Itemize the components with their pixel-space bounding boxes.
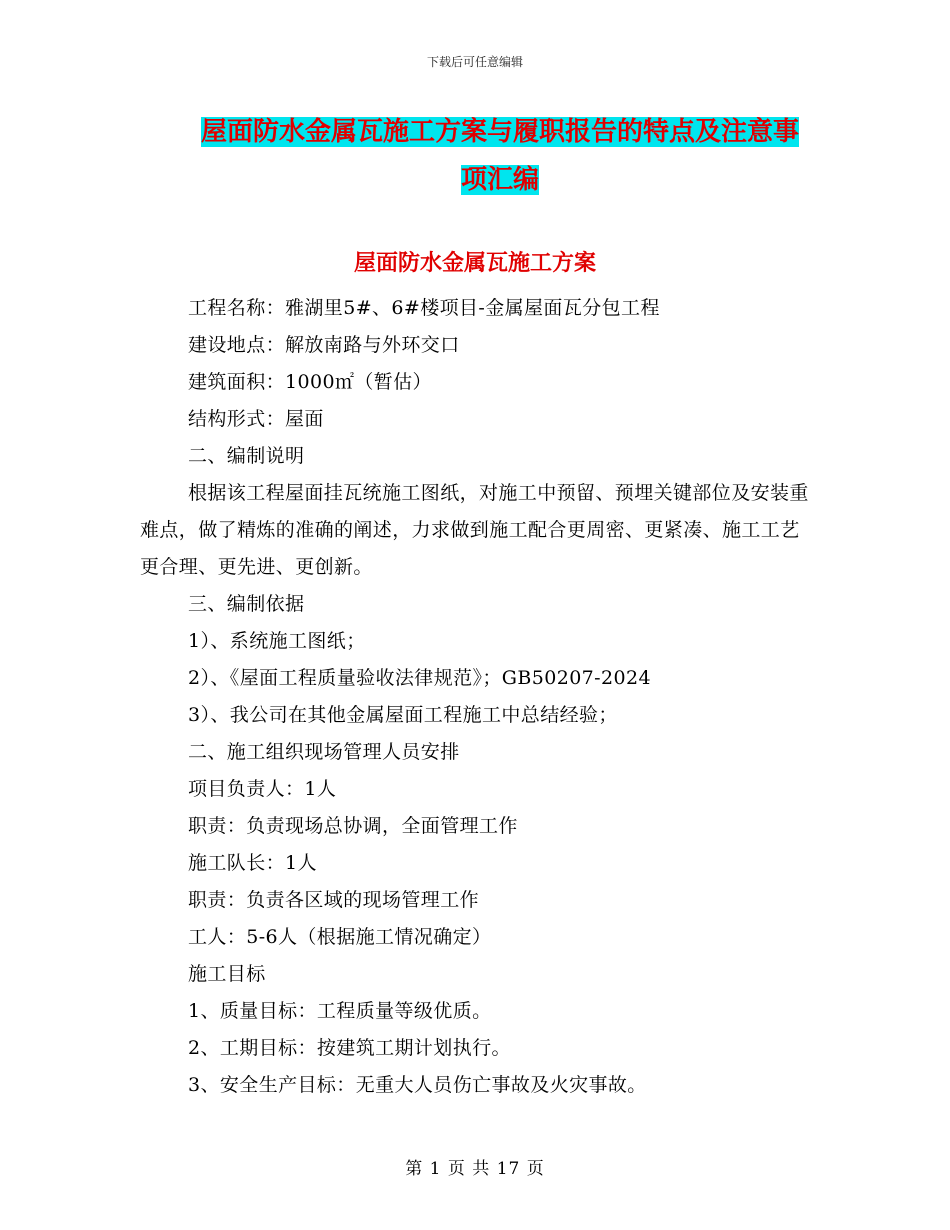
paragraph: 职责：负责各区域的现场管理工作 — [188, 889, 480, 911]
paragraph: 3、安全生产目标：无重大人员伤亡事故及火灾事故。 — [188, 1074, 647, 1096]
paragraph: 1、质量目标：工程质量等级优质。 — [188, 1000, 492, 1022]
paragraph: 工人：5-6人（根据施工情况确定） — [188, 926, 492, 948]
paragraph: 3）、我公司在其他金属屋面工程施工中总结经验； — [188, 704, 618, 726]
document-title-line-1: 屋面防水金属瓦施工方案与履职报告的特点及注意事 — [200, 117, 799, 147]
paragraph: 职责：负责现场总协调，全面管理工作 — [188, 815, 518, 837]
paragraph: 2）、《屋面工程质量验收法律规范》；GB50207-2024 — [188, 667, 651, 689]
document-body — [140, 290, 812, 1104]
paragraph: 施工目标 — [188, 963, 266, 985]
paragraph: 工程名称：雅湖里5#、6#楼项目-金属屋面瓦分包工程 — [188, 297, 660, 319]
paragraph: 根据该工程屋面挂瓦统施工图纸，对施工中预留、预埋关键部位及安装重难点，做了精炼的准确的阐述，力求做到施工配合更周密、更紧凑、施工工艺更合理、更先进、更创新。 — [140, 482, 809, 578]
paragraph: 三、编制依据 — [188, 593, 305, 615]
paragraph: 建设地点：解放南路与外环交口 — [188, 334, 460, 356]
paragraph: 1）、系统施工图纸； — [188, 630, 366, 652]
paragraph: 二、施工组织现场管理人员安排 — [188, 741, 460, 763]
page-footer: 第 1 页 共 17 页 — [405, 1159, 545, 1179]
header-note: 下载后可任意编辑 — [426, 55, 523, 69]
document-title-line-2: 项汇编 — [460, 165, 539, 195]
paragraph: 施工队长：1人 — [188, 852, 317, 874]
paragraph: 建筑面积：1000㎡（暂估） — [188, 371, 432, 393]
section-title: 屋面防水金属瓦施工方案 — [353, 251, 596, 276]
paragraph: 2、工期目标：按建筑工期计划执行。 — [188, 1037, 511, 1059]
paragraph: 二、编制说明 — [188, 445, 305, 467]
paragraph: 结构形式：屋面 — [188, 408, 324, 430]
paragraph: 项目负责人：1人 — [188, 778, 337, 800]
document-title — [140, 108, 860, 204]
